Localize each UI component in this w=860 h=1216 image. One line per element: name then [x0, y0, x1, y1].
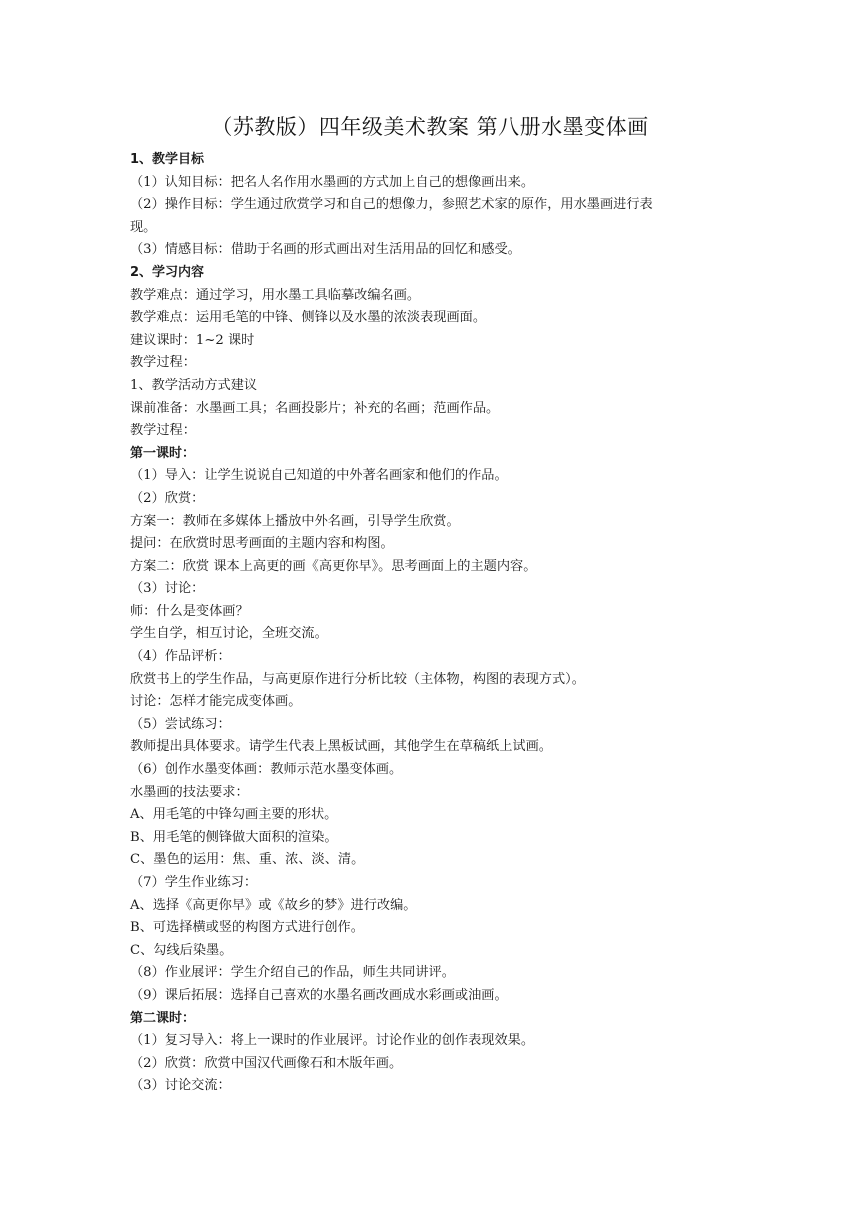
- body-line: 现。: [130, 219, 157, 235]
- body-line: （2）欣赏：欣赏中国汉代画像石和木版年画。: [130, 1055, 403, 1071]
- body-line: （9）课后拓展：选择自己喜欢的水墨名画改画成水彩画或油画。: [130, 987, 508, 1003]
- body-line: （3）讨论交流：: [130, 1078, 231, 1094]
- body-line: 提问：在欣赏时思考画面的主题内容和构图。: [130, 536, 394, 552]
- body-line: 教师提出具体要求。请学生代表上黑板试画，其他学生在草稿纸上试画。: [130, 739, 552, 755]
- body-line: 水墨画的技法要求：: [130, 784, 249, 800]
- section-heading: 2、学习内容: [130, 264, 205, 280]
- body-line: C、勾线后染墨。: [130, 942, 233, 958]
- body-line: （5）尝试练习：: [130, 716, 231, 732]
- body-line: （8）作业展评：学生介绍自己的作品，师生共同讲评。: [130, 965, 455, 981]
- body-line: （6）创作水墨变体画：教师示范水墨变体画。: [130, 762, 403, 778]
- body-line: （2）操作目标：学生通过欣赏学习和自己的想像力，参照艺术家的原作，用水墨画进行表: [130, 197, 653, 213]
- body-line: C、墨色的运用：焦、重、浓、淡、清。: [130, 852, 365, 868]
- body-line: 教学难点：运用毛笔的中锋、侧锋以及水墨的浓淡表现画面。: [130, 310, 487, 326]
- body-line: 方案二：欣赏 课本上高更的画《高更你早》。思考画面上的主题内容。: [130, 558, 537, 574]
- body-line: （3）讨论：: [130, 581, 205, 597]
- body-line: 1、教学活动方式建议: [130, 377, 258, 393]
- body-line: A、用毛笔的中锋勾画主要的形状。: [130, 807, 338, 823]
- body-line: （1）导入：让学生说说自己知道的中外著名画家和他们的作品。: [130, 468, 508, 484]
- body-line: （2）欣赏：: [130, 490, 205, 506]
- body-line: B、可选择横或竖的构图方式进行创作。: [130, 920, 364, 936]
- body-line: （4）作品评析：: [130, 649, 231, 665]
- body-line: A、选择《高更你早》或《故乡的梦》进行改编。: [130, 897, 417, 913]
- body-line: 讨论：怎样才能完成变体画。: [130, 694, 302, 710]
- document-body: [130, 149, 740, 1098]
- document-title: （苏教版）四年级美术教案 第八册水墨变体画: [211, 115, 649, 139]
- body-line: 课前准备：水墨画工具；名画投影片；补充的名画；范画作品。: [130, 400, 500, 416]
- body-line: 教学过程：: [130, 355, 196, 371]
- body-line: B、用毛笔的侧锋做大面积的渲染。: [130, 829, 338, 845]
- body-line: 学生自学，相互讨论，全班交流。: [130, 626, 328, 642]
- section-heading: 第二课时：: [130, 1010, 196, 1026]
- body-line: 师：什么是变体画？: [130, 603, 249, 619]
- body-line: （7）学生作业练习：: [130, 875, 258, 890]
- body-line: 方案一：教师在多媒体上播放中外名画，引导学生欣赏。: [130, 513, 460, 529]
- section-heading: 1、教学目标: [130, 152, 205, 167]
- body-line: 建议课时：1~2 课时: [130, 332, 255, 348]
- body-line: （1）认知目标：把名人名作用水墨画的方式加上自己的想像画出来。: [130, 174, 535, 190]
- section-heading: 第一课时：: [130, 445, 196, 461]
- body-line: 教学难点：通过学习，用水墨工具临摹改编名画。: [130, 287, 421, 303]
- body-line: 欣赏书上的学生作品，与高更原作进行分析比较（主体物，构图的表现方式）。: [130, 671, 585, 687]
- body-line: 教学过程：: [130, 423, 196, 439]
- body-line: （1）复习导入：将上一课时的作业展评。讨论作业的创作表现效果。: [130, 1033, 535, 1049]
- body-line: （3）情感目标：借助于名画的形式画出对生活用品的回忆和感受。: [130, 242, 521, 258]
